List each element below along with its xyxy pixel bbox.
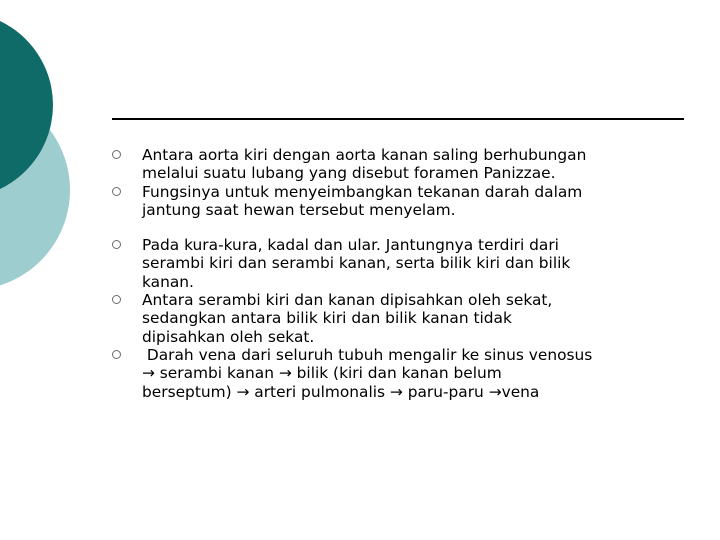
bullet-line: Antara serambi kiri dan kanan dipisahkan oleh sekat, <box>142 291 553 310</box>
bullet-circle-icon <box>112 350 121 359</box>
bullet-circle-icon <box>112 295 121 304</box>
bullet-line: dipisahkan oleh sekat. <box>142 327 315 346</box>
bullet-circle-icon <box>112 150 121 159</box>
bullet-line: Darah vena dari seluruh tubuh mengalir ke sinus venosus <box>142 345 593 364</box>
bullet-line: berseptum) → arteri pulmonalis → paru-paru →vena <box>142 382 540 401</box>
bullet-circle-icon <box>112 240 121 249</box>
bullet-line: → serambi kanan → bilik (kiri dan kanan belum <box>142 364 502 383</box>
bullet-item <box>112 346 692 401</box>
bullet-line: melalui suatu lubang yang disebut foramen Panizzae. <box>142 164 556 183</box>
bullet-line: Antara aorta kiri dengan aorta kanan saling berhubungan <box>142 146 587 164</box>
bullet-circle-icon <box>112 187 121 196</box>
bullet-item <box>112 183 692 220</box>
bullet-line: Pada kura-kura, kadal dan ular. Jantungnya terdiri dari <box>142 236 559 255</box>
bullet-line: kanan. <box>142 272 194 291</box>
bullet-line: serambi kiri dan serambi kanan, serta bilik kiri dan bilik <box>142 254 571 273</box>
bullet-line: sedangkan antara bilik kiri dan bilik kanan tidak <box>142 309 512 328</box>
horizontal-divider <box>112 118 684 120</box>
bullet-line: Fungsinya untuk menyeimbangkan tekanan darah dalam <box>142 182 583 201</box>
bullet-item <box>112 291 692 346</box>
bullet-list <box>112 146 692 401</box>
bullet-item <box>112 236 692 291</box>
decorative-circles <box>0 0 120 300</box>
bullet-line: jantung saat hewan tersebut menyelam. <box>142 200 456 219</box>
bullet-item <box>112 146 692 183</box>
